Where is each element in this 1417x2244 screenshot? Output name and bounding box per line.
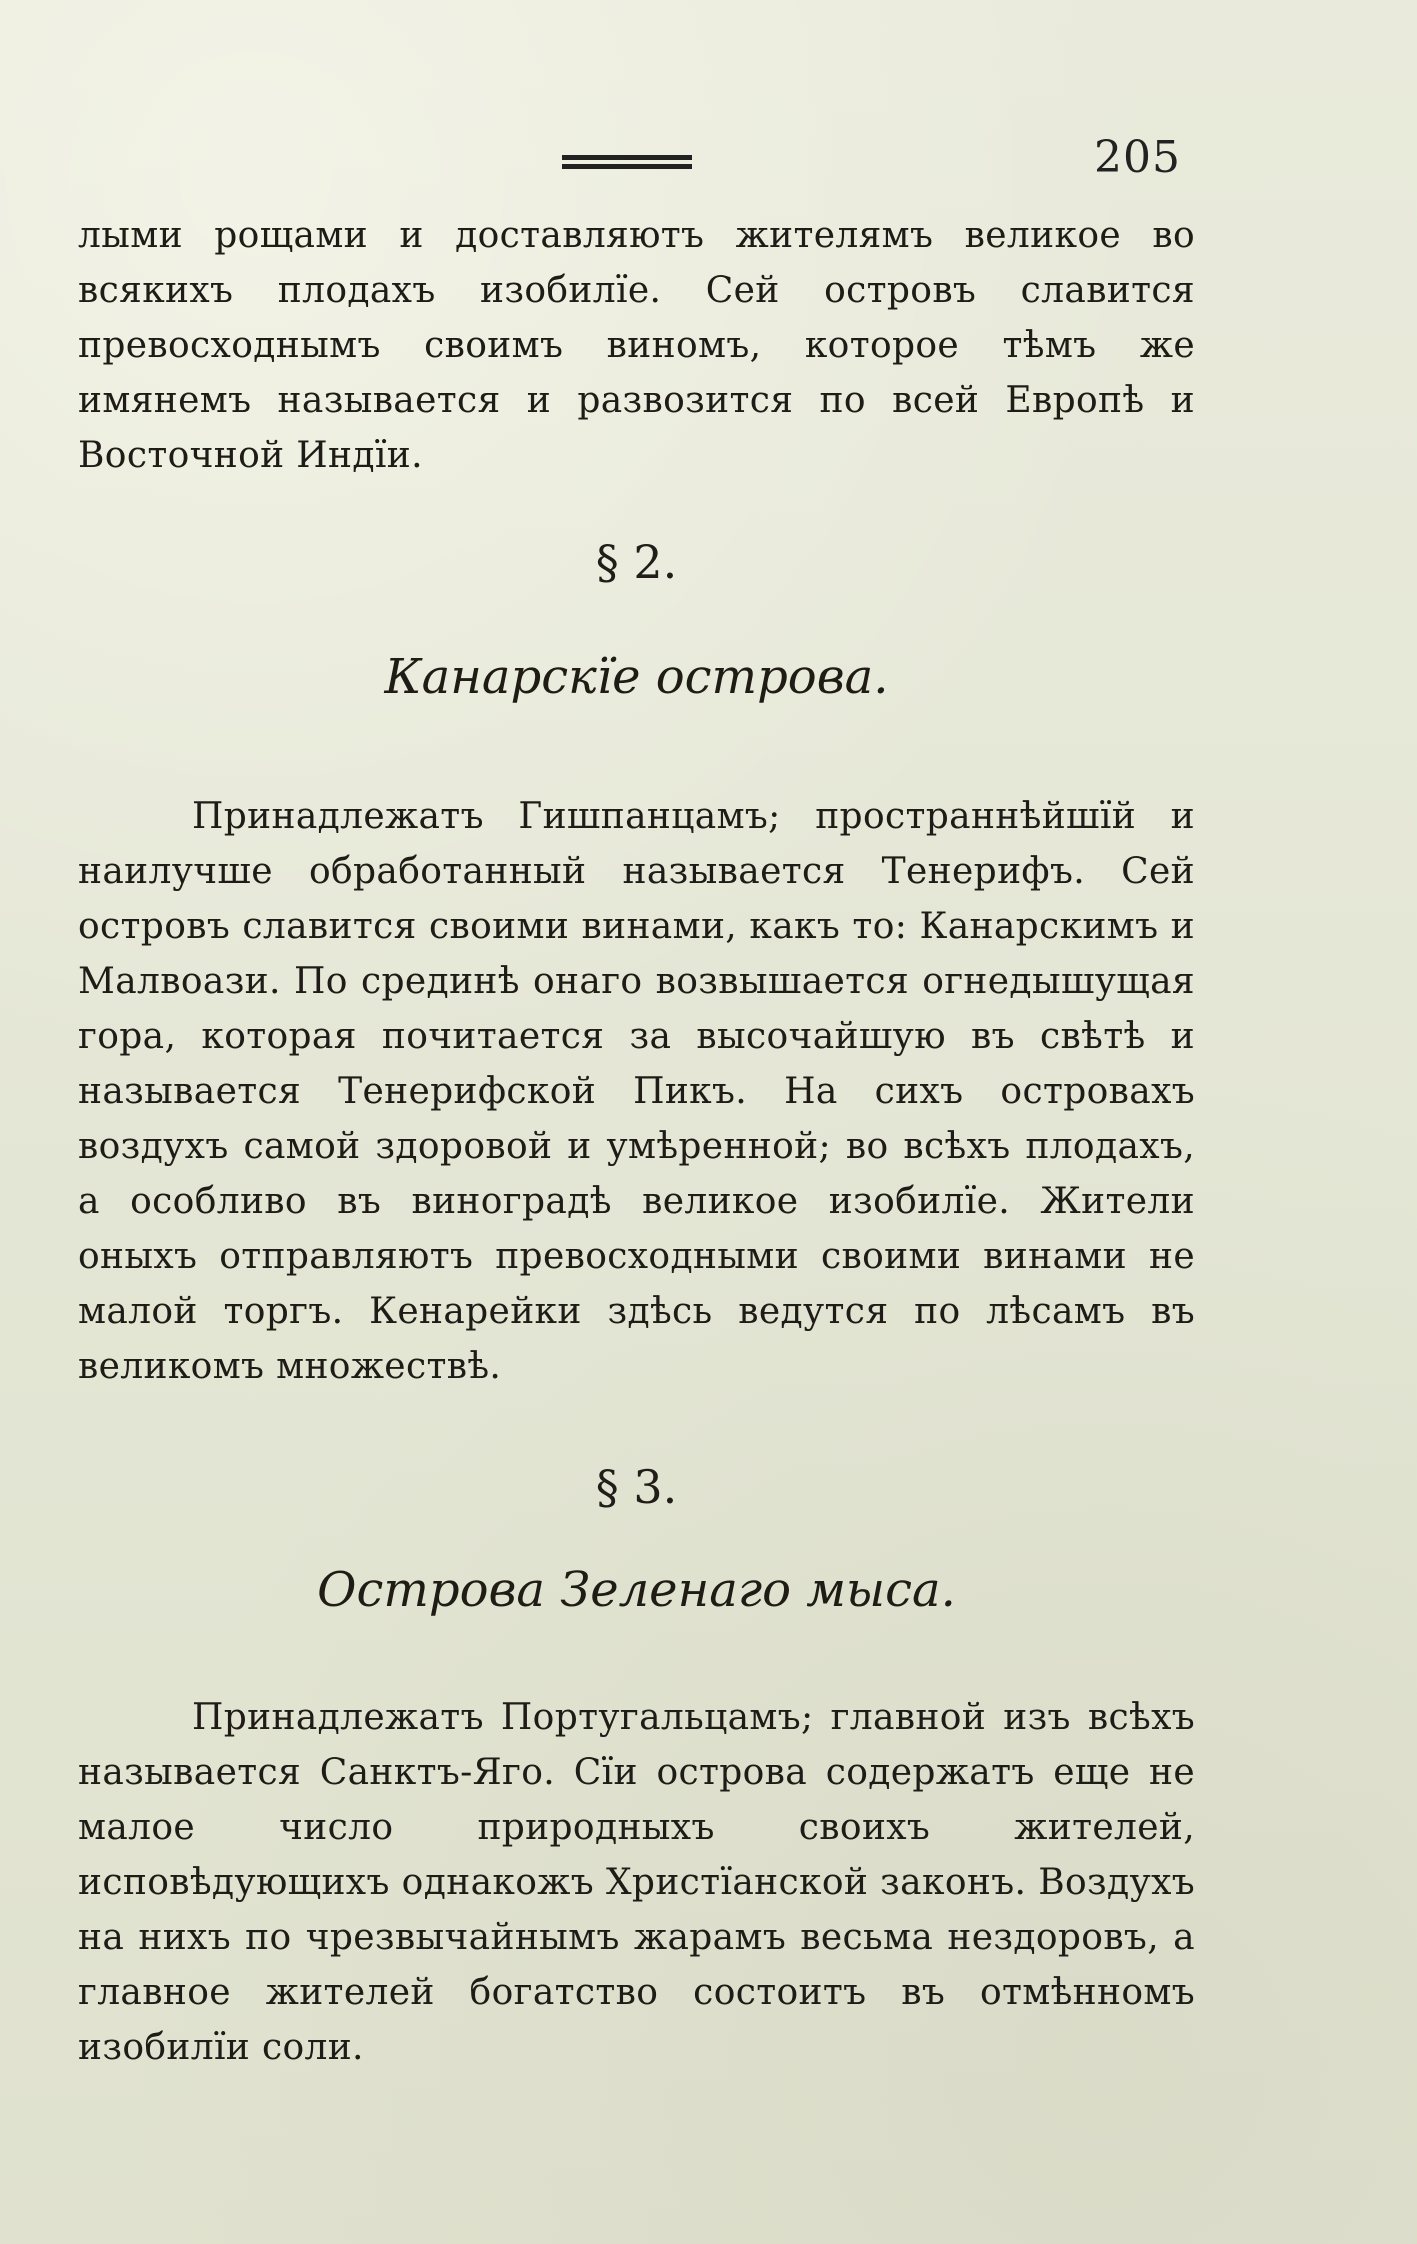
section-2-title: Канарскїе острова.: [384, 649, 889, 705]
ornament-line-bottom: [562, 164, 692, 169]
section-2-mark: § 2.: [595, 535, 678, 589]
paragraph-3: Принадлежатъ Португальцамъ; главной изъ всѣхъ называется Санктъ-Яго. Сїи острова содержатъ еще не малое число природныхъ своихъ жителей, исповѣдующихъ однакожъ Христїанской законъ. Воздухъ на нихъ по чрезвычайнымъ жарамъ весьма нездоровъ, а главное жителей богатство состоитъ въ отмѣнномъ изобилїи соли.: [78, 1697, 1195, 2068]
section-3-mark: § 3.: [595, 1460, 678, 1514]
paragraph-1: лыми рощами и доставляютъ жителямъ великое во всякихъ плодахъ изобилїе. Сей островъ славится превосходнымъ своимъ виномъ, которое тѣмъ же имянемъ называется и развозится по всей Европѣ и Восточной Индїи.: [78, 215, 1195, 476]
header-ornament: [562, 155, 692, 177]
page-content: [78, 208, 1195, 2075]
section-3-title: Острова Зеленаго мыса.: [317, 1562, 956, 1618]
page-number: 205: [1094, 132, 1181, 183]
paragraph-2: Принадлежатъ Гишпанцамъ; пространнѣйшїй и наилучше обработанный называется Тенерифъ. Сей островъ славится своими винами, какъ то: Канарскимъ и Малвоази. По срединѣ онаго возвышается огнедышущая гора, которая почитается за высочайшую въ свѣтѣ и называется Тенерифской Пикъ. На сихъ островахъ воздухъ самой здоровой и умѣренной; во всѣхъ плодахъ, а особливо въ виноградѣ великое изобилїе. Жители оныхъ отправляютъ превосходными своими винами не малой торгъ. Кенарейки здѣсь ведутся по лѣсамъ въ великомъ множествѣ.: [78, 796, 1195, 1387]
ornament-line-top: [562, 155, 692, 160]
